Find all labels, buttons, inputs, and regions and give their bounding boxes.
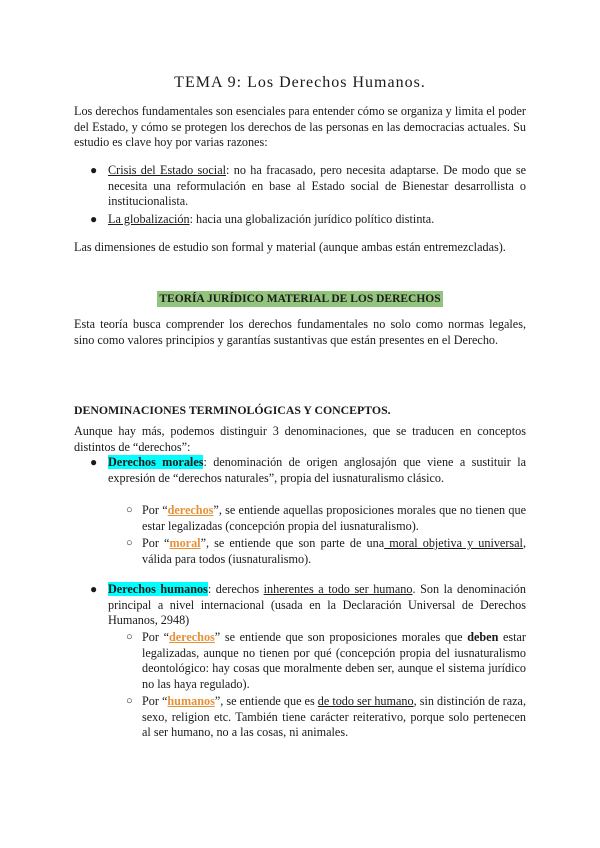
highlight-word: derechos	[168, 630, 215, 644]
morales-text: : denominación de origen anglosajón que viene a sustituir la expresión de “derechos naturales”, propia del iusnaturalismo clásico.	[108, 455, 527, 485]
list-item	[108, 694, 526, 741]
sub-text: ”, se entiende que son parte de una	[200, 536, 385, 550]
morales-list	[74, 455, 526, 488]
underlined-text: moral objetiva y universal	[384, 536, 523, 550]
list-item	[108, 630, 526, 692]
section-title	[0, 293, 600, 305]
section-paragraph: Esta teoría busca comprender los derechos fundamentales no solo como normas legales, sino como valores principios y garantías sustantivas que están presentes en el Derecho.	[74, 317, 526, 347]
humanos-term: Derechos humanos	[108, 582, 208, 596]
highlight-word: humanos	[167, 694, 215, 708]
list-item	[108, 536, 526, 567]
bullet-icon: ●	[90, 582, 98, 596]
sub-text: , válida para todos (iusnaturalismo).	[142, 536, 526, 566]
bullet-icon: ●	[90, 455, 98, 469]
highlight-word: derechos	[167, 503, 214, 517]
highlight-word: moral	[169, 536, 201, 550]
quote-open: Por “	[142, 630, 169, 644]
morales-sublist	[108, 503, 526, 569]
circle-bullet-icon: ○	[126, 504, 133, 516]
section-heading: DENOMINACIONES TERMINOLÓGICAS Y CONCEPTOS.	[74, 403, 391, 417]
underlined-text: inherentes a todo ser humano	[263, 582, 413, 596]
reason-term: Crisis del Estado social	[108, 163, 226, 177]
page-title: TEMA 9: Los Derechos Humanos.	[174, 74, 426, 91]
humanos-text: : derechos	[207, 582, 264, 596]
dimensions-paragraph: Las dimensiones de estudio son formal y material (aunque ambas están entremezcladas).	[74, 240, 506, 254]
list-item	[74, 582, 526, 629]
list-item	[74, 455, 526, 486]
quote-open: Por “	[142, 503, 168, 517]
sub-text: ” se entiende que son proposiciones morales que	[214, 630, 468, 644]
humanos-list	[74, 582, 526, 631]
morales-term: Derechos morales	[108, 455, 204, 469]
bullet-icon: ●	[90, 163, 98, 177]
humanos-text: . Son la denominación principal a nivel internacional (usada en la Declaración Universal de Derechos Humanos, 2948)	[108, 582, 526, 627]
circle-bullet-icon: ○	[126, 537, 133, 549]
intro-paragraph: Los derechos fundamentales son esenciales para entender cómo se organiza y limita el poder del Estado, y cómo se protegen los derechos de las personas en las democracias actuales. Su estudio es clave hoy por varias razones:	[74, 104, 526, 149]
circle-bullet-icon: ○	[126, 695, 133, 707]
sub-text: , sin distinción de raza, sexo, religion etc. También tiene carácter reiterativo, porque solo pertenecen al ser humano, no a las cosas, ni animales.	[142, 694, 527, 739]
reason-term: La globalización	[108, 211, 190, 226]
sub-text: ”, se entiende aquellas proposiciones morales que no tienen que estar legalizadas (concepción propia del iusnaturalismo).	[142, 503, 527, 533]
reasons-list	[74, 163, 526, 229]
reason-text: : no ha fracasado, pero necesita adaptarse. De modo que se necesita una reformulación en base al Estado social de Bienestar desarrollista o institucionalista.	[108, 163, 527, 208]
list-item	[108, 503, 526, 534]
bold-word: deben	[467, 630, 499, 644]
bullet-icon: ●	[90, 211, 98, 226]
quote-open: Por “	[142, 694, 168, 708]
denominations-intro: Aunque hay más, podemos distinguir 3 denominaciones, que se traducen en conceptos distintos de “derechos”:	[74, 424, 526, 454]
section-title-text: TEORÍA JURÍDICO MATERIAL DE LOS DERECHOS	[159, 293, 441, 305]
list-item	[74, 212, 526, 228]
humanos-sublist	[108, 630, 526, 743]
sub-text: estar legalizadas, aunque no tienen por qué (concepción propia del iusnaturalismo deontológico: hay cosas que moralmente deben ser, aunque el sistema jurídico no las haya regulado).	[142, 630, 526, 691]
underlined-text: de todo ser humano	[317, 694, 414, 708]
list-item	[74, 163, 526, 210]
reason-text: : hacia una globalización jurídico político distinta.	[189, 211, 435, 226]
quote-open: Por “	[142, 536, 170, 550]
sub-text: ”, se entiende que es	[214, 694, 318, 708]
circle-bullet-icon: ○	[126, 631, 133, 643]
